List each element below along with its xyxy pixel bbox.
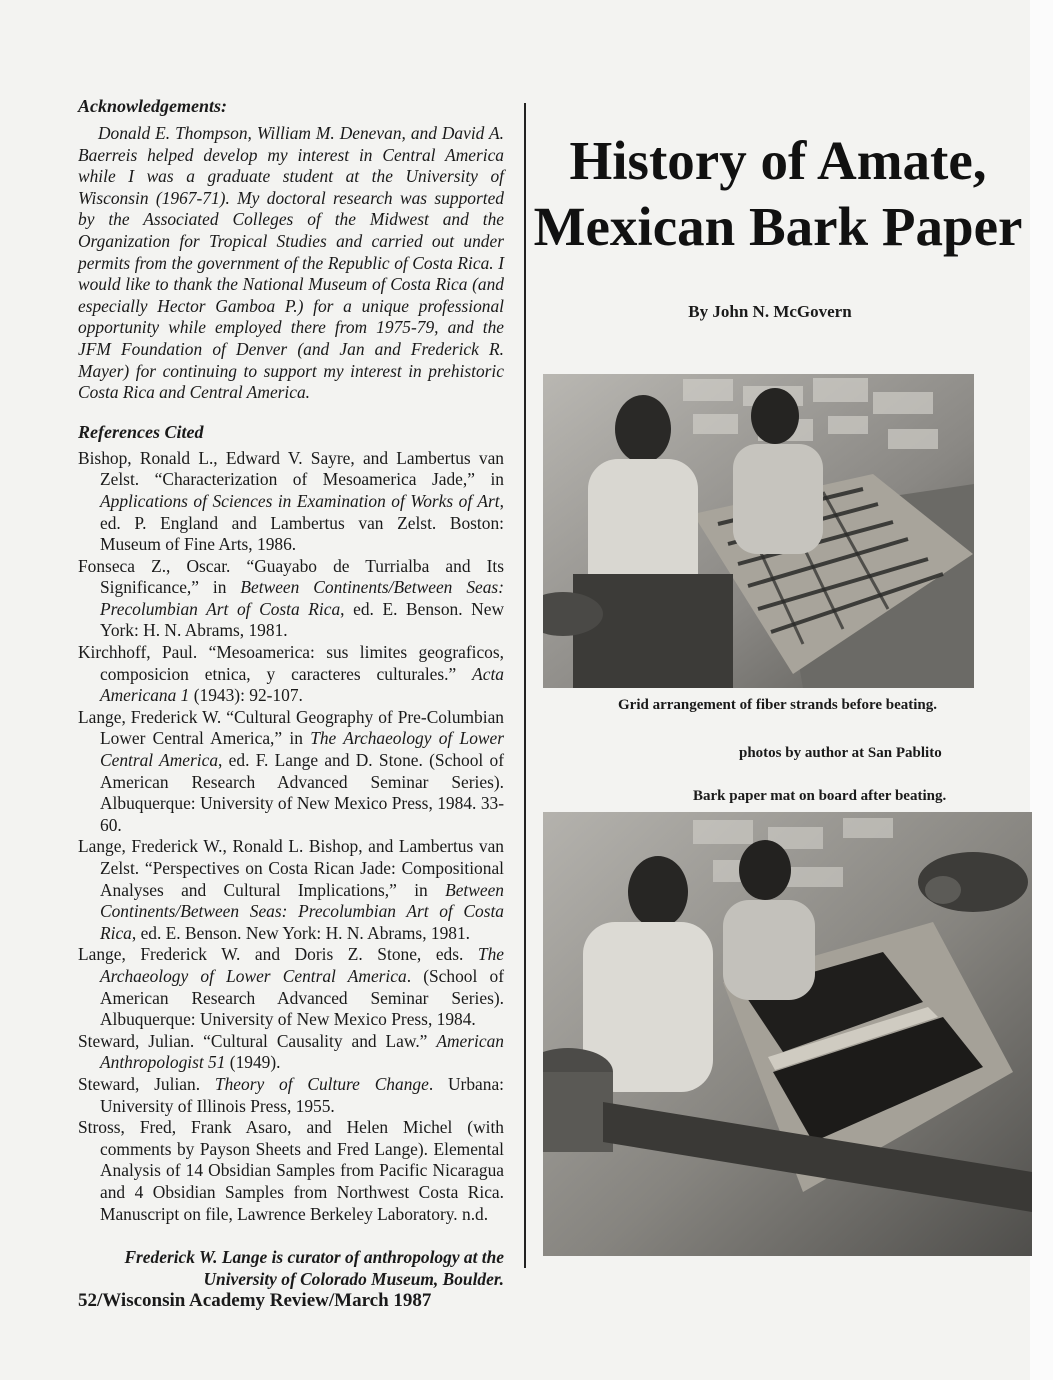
page-footer: 52/Wisconsin Academy Review/March 1987 (78, 1290, 432, 1311)
page-edge (1030, 0, 1053, 1380)
acknowledgements-heading: Acknowledgements: (78, 96, 227, 116)
title-line-2: Mexican Bark Paper (533, 196, 1023, 257)
references-heading: References Cited (78, 421, 204, 442)
reference-item: Lange, Frederick W. “Cultural Geography of Pre-Columbian Lower Central America,” in The Archaeology of Lower Central America, ed. F. Lange and D. Stone. (School of American Research Advanced Seminar Series). Albuquerque: University of New Mexico Press, 1984. 33-60. (78, 706, 505, 835)
reference-item: Bishop, Ronald L., Edward V. Sayre, and Lambertus van Zelst. “Characterization of Mesoamerica Jade,” in Applications of Sciences in Examination of Works of Art, ed. P. England and Lambertus van Zelst. Boston: Museum of Fine Arts, 1986. (78, 447, 504, 555)
references-list (78, 448, 504, 1225)
reference-item: Steward, Julian. “Cultural Causality and Law.” American Anthropologist 51 (1949). (78, 1030, 504, 1073)
reference-item: Kirchhoff, Paul. “Mesoamerica: sus limites geograficos, composicion etnica, y caracteres culturales.” Acta Americana 1 (1943): 92-107. (78, 642, 504, 706)
article-byline: By John N. McGovern (688, 302, 852, 321)
photo-caption-grid: Grid arrangement of fiber strands before beating. (618, 697, 937, 713)
photo-bark-paper-mat (543, 812, 1032, 1256)
acknowledgements-text: Donald E. Thompson, William M. Denevan, and David A. Baerreis helped develop my interest in Central America while I was a graduate student at the University of Wisconsin (1967-71). My doctoral research was supported by the Associated Colleges of the Midwest and the Organization for Tropical Studies and carried out under permits from the government of the Republic of Costa Rica. I would like to thank the National Museum of Costa Rica (and especially Hector Gamboa P.) for a unique professional opportunity while employed there from 1975-79, and the JFM Foundation of Denver (and Jan and Frederick R. Mayer) for continuing to support my interest in prehistoric Costa Rica and Central America. (78, 123, 504, 403)
photo-credit: photos by author at San Pablito (739, 745, 942, 761)
reference-item: Lange, Frederick W., Ronald L. Bishop, and Lambertus van Zelst. “Perspectives on Costa Rican Jade: Compositional Analyses and Cultural Implications,” in Between Continents/Between Seas: Precolumbian Art of Costa Rica, ed. E. Benson. New York: H. N. Abrams, 1981. (78, 836, 504, 943)
photo-grid-arrangement (543, 374, 974, 688)
reference-item: Stross, Fred, Frank Asaro, and Helen Michel (with comments by Payson Sheets and Fred Lange). Elemental Analysis of 14 Obsidian Samples from Pacific Nicaragua and 4 Obsidian Samples from Northwest Costa Rica. Manuscript on file, Lawrence Berkeley Laboratory. n.d. (78, 1117, 504, 1224)
title-line-1: History of Amate, (569, 130, 987, 191)
left-column (78, 96, 504, 1290)
column-divider (524, 103, 526, 1268)
author-bio: Frederick W. Lange is curator of anthropology at the University of Colorado Museum, Boulder. (124, 1247, 504, 1289)
reference-item: Steward, Julian. Theory of Culture Change. Urbana: University of Illinois Press, 1955. (78, 1073, 505, 1116)
article-title (528, 128, 1028, 260)
reference-item: Fonseca Z., Oscar. “Guayabo de Turrialba and Its Significance,” in Between Continents/Between Seas: Precolumbian Art of Costa Rica, ed. E. Benson. New York: H. N. Abrams, 1981. (78, 555, 504, 641)
reference-item: Lange, Frederick W. and Doris Z. Stone, eds. The Archaeology of Lower Central America. (School of American Research Advanced Seminar Series). Albuquerque: University of New Mexico Press, 1984. (78, 944, 504, 1030)
photo-grid-arrangement-illustration (543, 374, 974, 688)
photo-caption-mat: Bark paper mat on board after beating. (693, 788, 947, 804)
photo-bark-paper-mat-illustration (543, 812, 1032, 1256)
